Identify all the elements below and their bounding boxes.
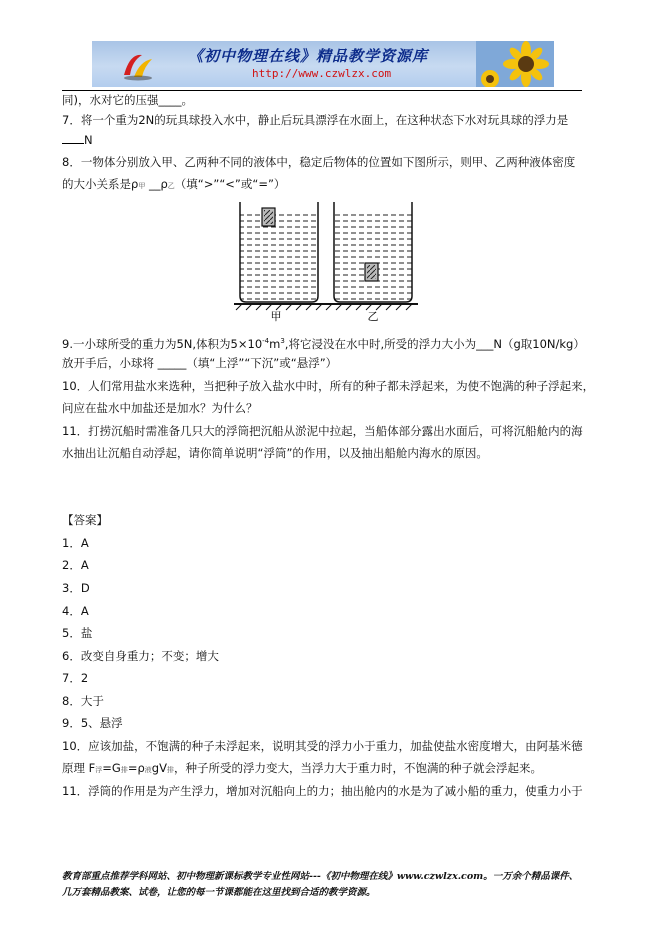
container-a bbox=[240, 202, 318, 302]
answers-heading: 【答案】 bbox=[62, 513, 108, 527]
banner-url[interactable]: http://www.czwlzx.com bbox=[252, 67, 392, 80]
container-b bbox=[334, 202, 412, 302]
q7-line2: N bbox=[62, 132, 93, 148]
answer-10-line2: 原理 F浮=G排=ρ液gV排，种子所受的浮力变大，当浮力大于重力时，不饱满的种子就会浮起来。 bbox=[62, 761, 542, 775]
answer-3: 3．D bbox=[62, 581, 90, 595]
header-banner bbox=[92, 41, 554, 87]
answer-8: 8．大于 bbox=[62, 694, 104, 708]
q7-line1: 7．将一个重为2N的玩具球投入水中，静止后玩具漂浮在水面上，在这种状态下水对玩具球的浮力是 bbox=[62, 113, 569, 127]
q6-tail: 同)，水对它的压强____。 bbox=[62, 93, 193, 107]
footer-line2: 几万套精品教案、试卷，让您的每一节课都能在这里找到合适的教学资源。 bbox=[62, 887, 376, 898]
footer-line1: 教育部重点推荐学科网站、初中物理新课标教学专业性网站---《初中物理在线》www.czwlzx.com。一万余个精品课件、 bbox=[62, 871, 579, 882]
answer-10-line1: 10．应该加盐，不饱满的种子未浮起来，说明其受的浮力小于重力，加盐使盐水密度增大，由阿基米德 bbox=[62, 739, 583, 753]
q11-line2: 水抽出让沉船自动浮起，请你简单说明“浮筒”的作用，以及抽出船舱内海水的原因。 bbox=[62, 446, 488, 460]
banner-title: 《初中物理在线》精品教学资源库 bbox=[188, 47, 429, 65]
q10-line2: 问应在盐水中加盐还是加水？为什么？ bbox=[62, 401, 258, 415]
label-jia: 甲 bbox=[270, 310, 282, 322]
q11-line1: 11．打捞沉船时需准备几只大的浮筒把沉船从淤泥中拉起，当船体部分露出水面后，可将沉船舱内的海 bbox=[62, 424, 583, 438]
q8-line1: 8．一物体分别放入甲、乙两种不同的液体中，稳定后物体的位置如下图所示，则甲、乙两种液体密度 bbox=[62, 155, 576, 169]
q7-answer-blank bbox=[62, 132, 84, 144]
q9-line1: 9.一小球所受的重力为5N,体积为$5\times 10^{-4}m^3$,将它浸没在水中时,所受的浮力大小为___N（g取10N/kg） bbox=[62, 336, 585, 351]
answer-5: 5．盐 bbox=[62, 626, 93, 640]
q8-line2: 的大小关系是ρ甲 __ρ乙（填“>”“<”或“=”） bbox=[62, 177, 286, 191]
answer-11-line1: 11．浮筒的作用是为产生浮力，增加对沉船向上的力；抽出舱内的水是为了减小船的重力，使重力小于 bbox=[62, 784, 583, 798]
header-rule bbox=[62, 90, 582, 91]
site-logo-icon bbox=[120, 49, 156, 81]
answer-9: 9．5、悬浮 bbox=[62, 716, 123, 730]
sunflower-icon bbox=[476, 41, 554, 87]
answer-4: 4．A bbox=[62, 604, 89, 618]
answer-6: 6．改变自身重力；不变；增大 bbox=[62, 649, 219, 663]
answer-7: 7．2 bbox=[62, 671, 89, 685]
q10-line1: 10．人们常用盐水来选种，当把种子放入盐水中时，所有的种子都未浮起来，为使不饱满的种子浮起来， bbox=[62, 379, 595, 393]
answer-1: 1．A bbox=[62, 536, 89, 550]
label-yi: 乙 bbox=[367, 310, 379, 322]
density-figure bbox=[230, 200, 420, 322]
answer-2: 2．A bbox=[62, 558, 89, 572]
q9-line2: 放开手后，小球将 _____（填“上浮”“下沉”或“悬浮”） bbox=[62, 356, 338, 370]
